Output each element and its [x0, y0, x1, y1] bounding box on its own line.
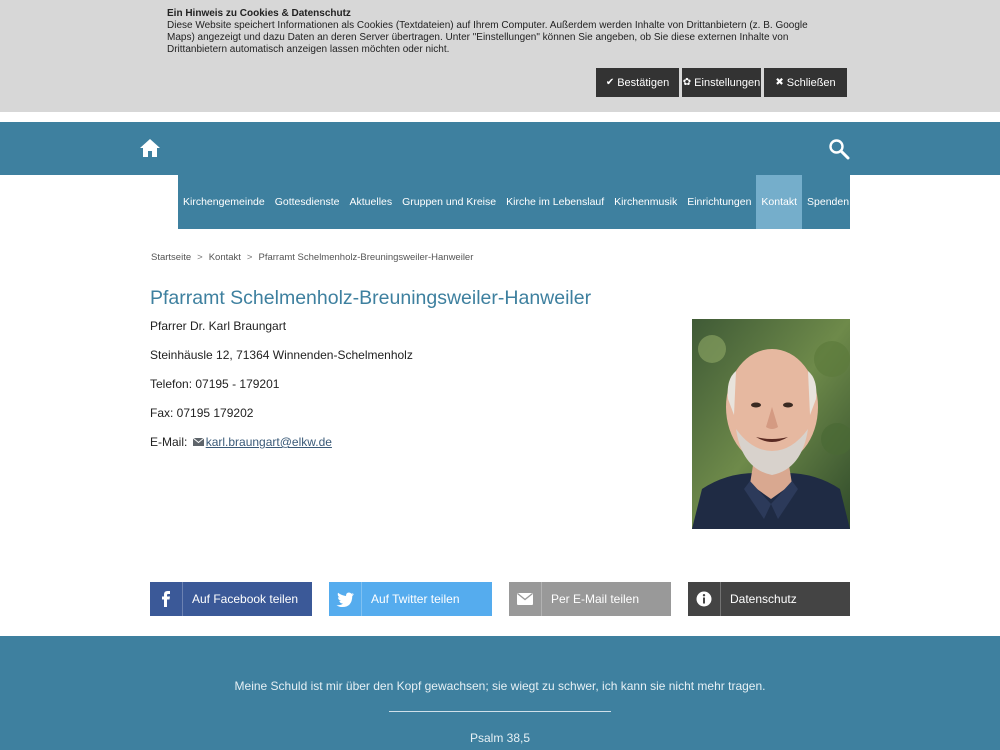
search-icon[interactable] — [828, 138, 850, 160]
footer-quote: Meine Schuld ist mir über den Kopf gewachsen; sie wiegt zu schwer, ich kann sie nicht mehr tragen. — [234, 679, 766, 693]
contact-phone: Telefon: 07195 - 179201 — [150, 377, 280, 391]
portrait-photo — [692, 319, 850, 529]
page-title: Pfarramt Schelmenholz-Breuningsweiler-Hanweiler — [150, 287, 592, 309]
mail-icon — [193, 438, 204, 446]
nav-item-kirchenmusik[interactable]: Kirchenmusik — [614, 196, 678, 208]
envelope-icon — [509, 582, 542, 616]
confirm-label: Bestätigen — [617, 76, 670, 89]
settings-label: Einstellungen — [694, 76, 761, 89]
home-icon[interactable] — [139, 138, 161, 158]
breadcrumb-home[interactable]: Startseite — [151, 252, 192, 263]
check-icon: ✔ — [605, 77, 615, 88]
cookie-text-block — [167, 8, 827, 56]
contact-address: Steinhäusle 12, 71364 Winnenden-Schelmenholz — [150, 348, 413, 362]
breadcrumb-separator: > — [197, 252, 203, 263]
nav-item-einrichtungen[interactable]: Einrichtungen — [687, 196, 752, 208]
nav-item-spenden[interactable]: Spenden — [807, 196, 850, 208]
nav-item-gruppen[interactable]: Gruppen und Kreise — [402, 196, 497, 208]
gear-icon: ✿ — [682, 77, 692, 88]
confirm-button[interactable] — [596, 68, 679, 97]
share-email-label: Per E-Mail teilen — [551, 592, 640, 606]
settings-button[interactable] — [682, 68, 761, 97]
cookie-banner — [0, 0, 1000, 112]
share-twitter-button[interactable] — [329, 582, 492, 616]
nav-item-gottesdienste[interactable]: Gottesdienste — [274, 196, 340, 208]
share-twitter-label: Auf Twitter teilen — [371, 592, 460, 606]
header-bar — [0, 122, 1000, 175]
breadcrumb — [151, 252, 473, 263]
breadcrumb-separator: > — [246, 252, 253, 263]
contact-email-row — [150, 436, 413, 449]
cookie-buttons — [596, 68, 847, 97]
privacy-button[interactable] — [688, 582, 850, 616]
privacy-label: Datenschutz — [730, 592, 797, 606]
email-link[interactable]: karl.braungart@elkw.de — [205, 435, 332, 449]
nav-item-kirchengemeinde[interactable]: Kirchengemeinde — [183, 196, 265, 208]
nav-item-kontakt[interactable]: Kontakt — [756, 175, 802, 229]
contact-name: Pfarrer Dr. Karl Braungart — [150, 319, 287, 333]
cookie-title: Ein Hinweis zu Cookies & Datenschutz — [167, 8, 351, 19]
breadcrumb-current: Pfarramt Schelmenholz-Breuningsweiler-Hanweiler — [258, 252, 474, 263]
footer-quote-source: Psalm 38,5 — [469, 731, 531, 745]
share-email-button[interactable] — [509, 582, 671, 616]
footer-divider — [389, 711, 611, 712]
close-label: Schließen — [786, 76, 836, 89]
close-button[interactable] — [764, 68, 847, 97]
cookie-text: Diese Website speichert Informationen als Cookies (Textdateien) auf Ihrem Computer. Außerdem werden Inhalte von Drittanbietern (z. B. Google Maps) angezeigt und dazu Daten an deren Server übertragen. Unter "Einstellungen" können Sie angeben, ob Sie diese externen Inhalte von Drittanbietern automatisch anzeigen lassen möchten oder nicht. — [167, 20, 808, 55]
footer — [0, 636, 1000, 750]
nav-item-lebenslauf[interactable]: Kirche im Lebenslauf — [506, 196, 605, 208]
share-facebook-button[interactable] — [150, 582, 312, 616]
close-icon: ✖ — [775, 77, 784, 88]
contact-details — [150, 320, 413, 465]
contact-fax: Fax: 07195 179202 — [150, 406, 254, 420]
email-label: E-Mail: — [150, 435, 188, 449]
main-nav — [178, 175, 850, 229]
twitter-icon — [329, 582, 362, 616]
breadcrumb-kontakt[interactable]: Kontakt — [208, 252, 241, 263]
nav-item-aktuelles[interactable]: Aktuelles — [349, 196, 393, 208]
info-icon — [688, 582, 721, 616]
facebook-icon — [150, 582, 183, 616]
share-facebook-label: Auf Facebook teilen — [192, 592, 299, 606]
